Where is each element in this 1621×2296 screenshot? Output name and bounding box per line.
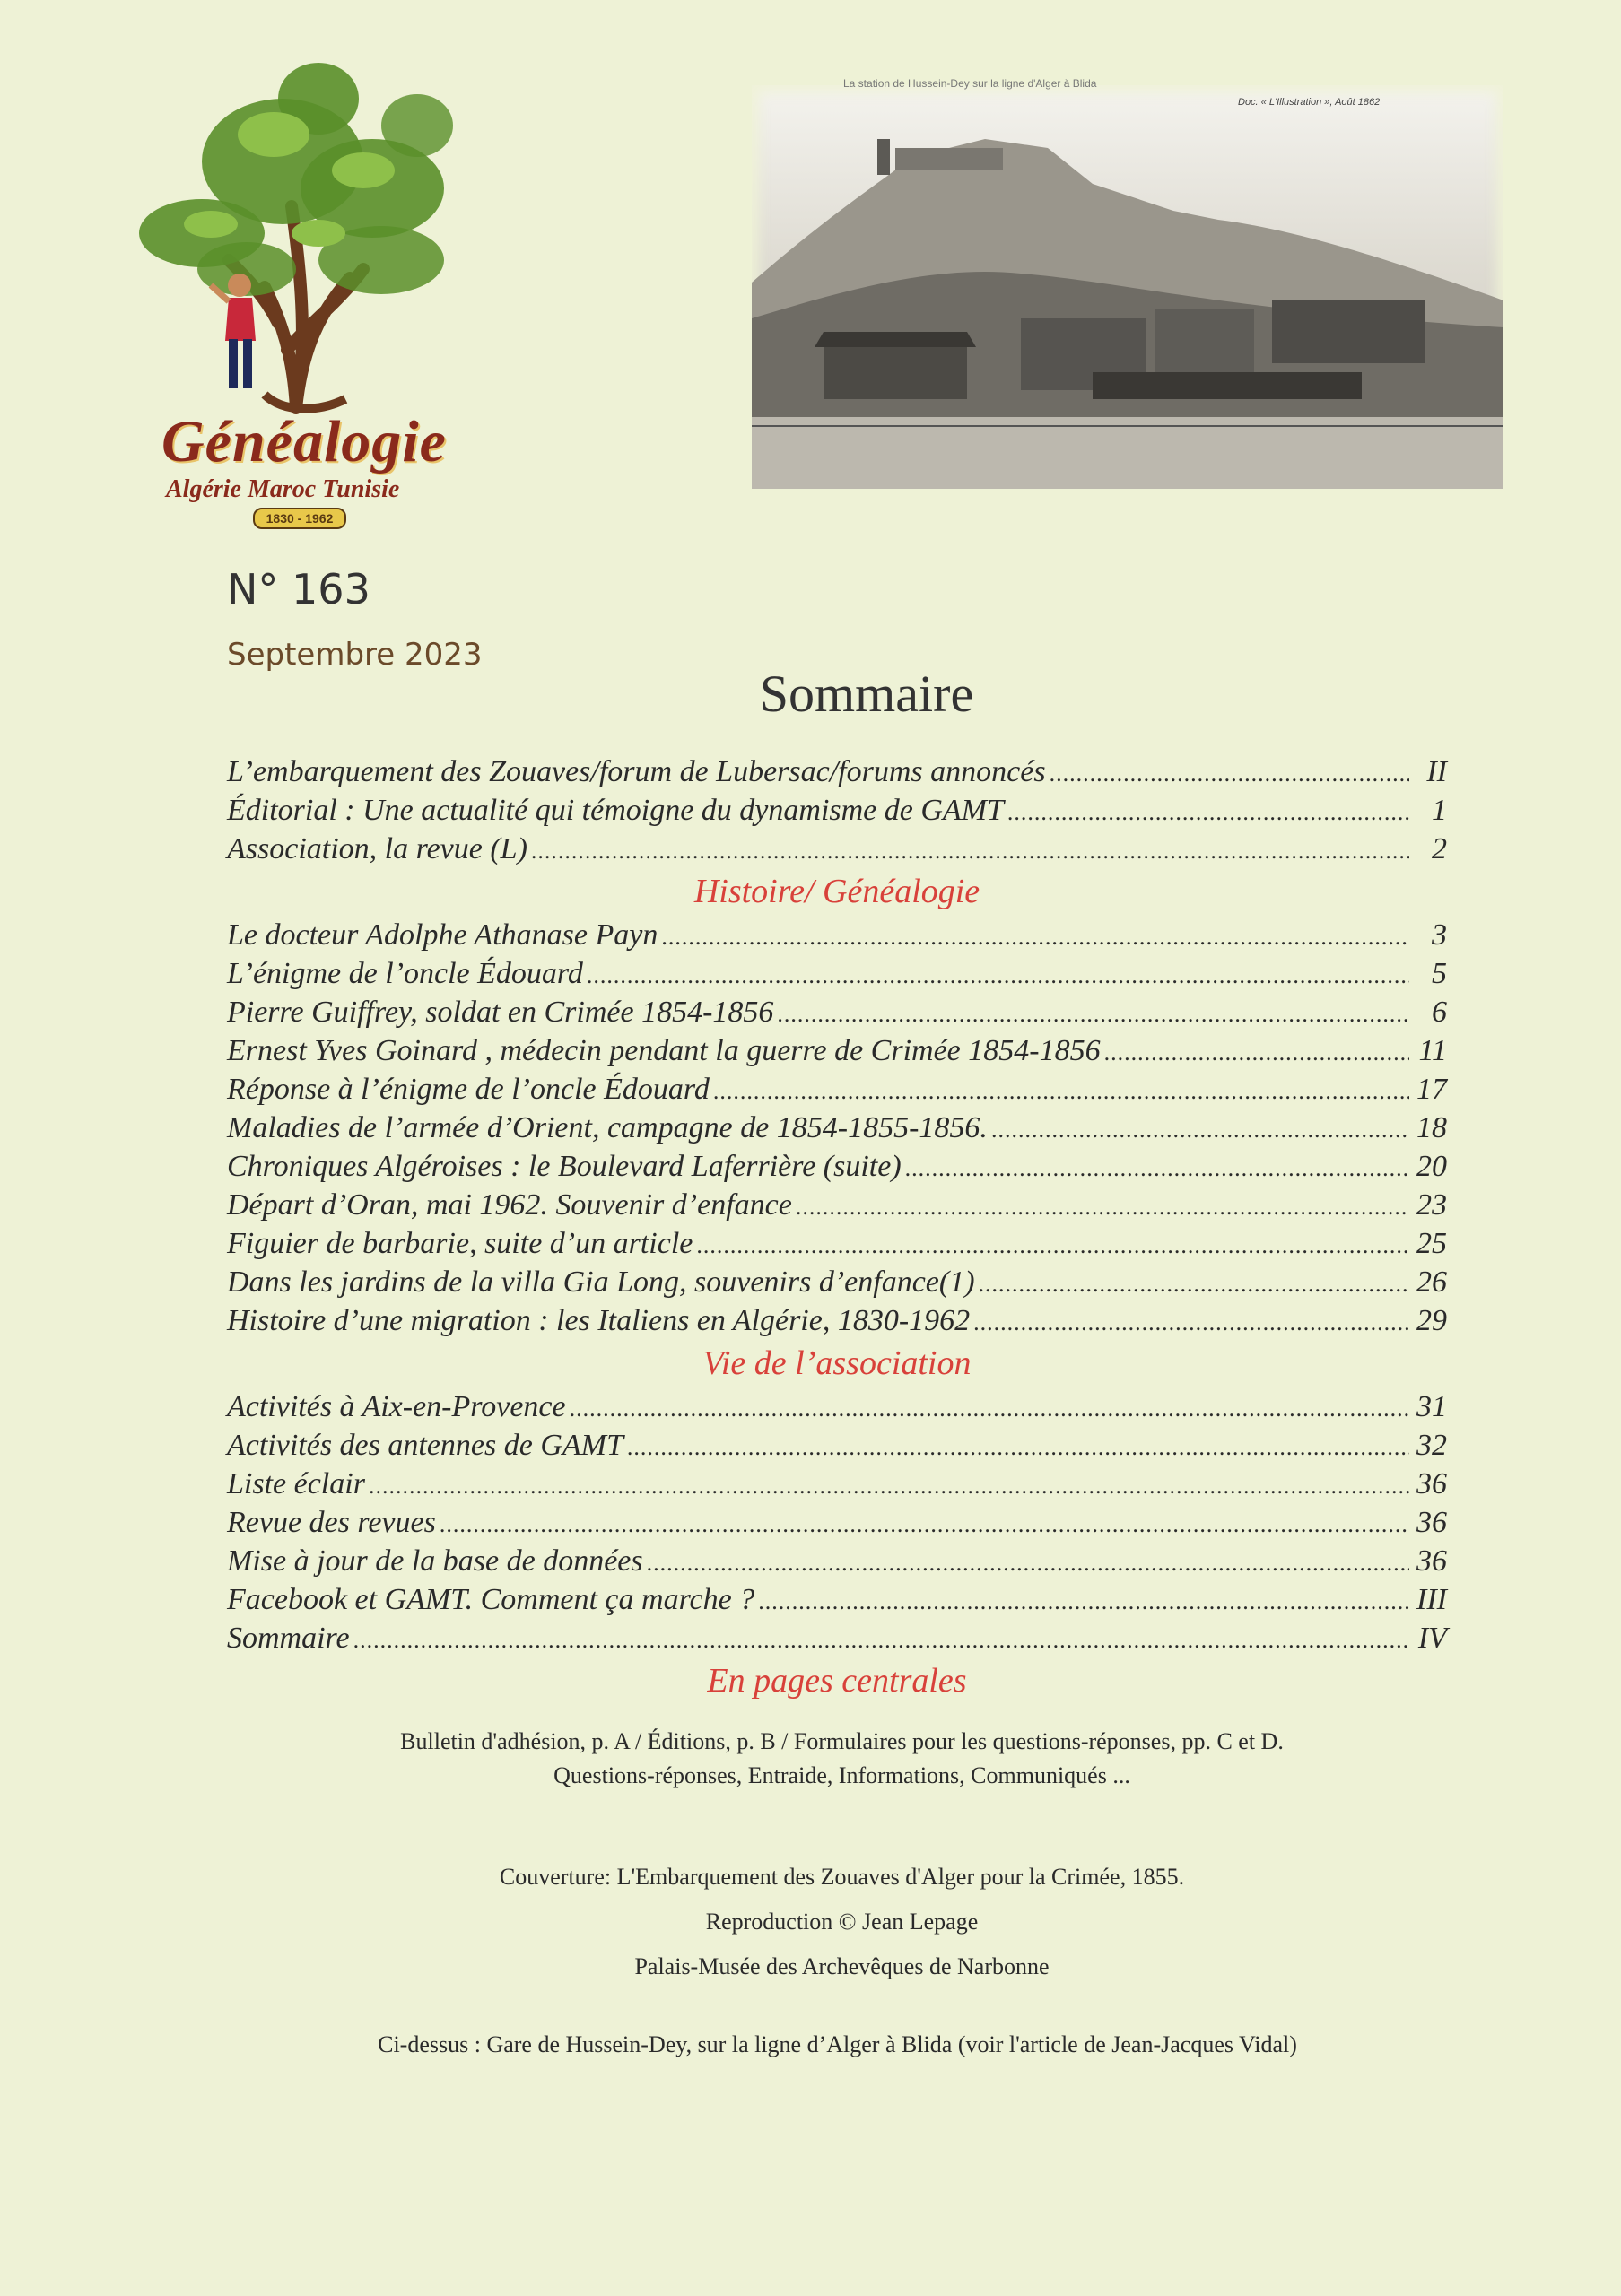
toc-intro bbox=[227, 752, 1447, 1705]
toc-entry[interactable] bbox=[227, 1147, 1447, 1186]
toc-leader bbox=[696, 1224, 1409, 1265]
toc-entry[interactable] bbox=[227, 830, 1447, 868]
toc-entry-page: II bbox=[1426, 755, 1447, 788]
toc-entry-title: Liste éclair bbox=[227, 1467, 365, 1500]
logo-subtitle: Algérie Maroc Tunisie bbox=[166, 475, 400, 503]
toc-entry[interactable] bbox=[227, 1186, 1447, 1224]
section-heading-vie-association: Vie de l’association bbox=[702, 1344, 972, 1382]
toc-entry-page: 36 bbox=[1416, 1506, 1447, 1539]
toc-entry-title: Pierre Guiffrey, soldat en Crimée 1854-1856 bbox=[227, 996, 774, 1029]
toc-entry-page: 29 bbox=[1416, 1304, 1447, 1337]
toc-leader bbox=[353, 1619, 1409, 1659]
hussein-dey-station-engraving bbox=[752, 85, 1503, 489]
logo-title: Généalogie bbox=[161, 409, 447, 474]
toc-entry-title: L’énigme de l’oncle Édouard bbox=[227, 957, 583, 990]
toc-entry-page: 36 bbox=[1416, 1544, 1447, 1578]
toc-entry-title: Sommaire bbox=[227, 1622, 350, 1655]
toc-entry-page: 32 bbox=[1416, 1429, 1447, 1462]
toc-leader bbox=[758, 1580, 1409, 1621]
toc-entry-page: 25 bbox=[1416, 1227, 1447, 1260]
toc-entry-title: Activités à Aix-en-Provence bbox=[227, 1390, 566, 1423]
toc-leader bbox=[627, 1426, 1409, 1466]
engraving-caption: La station de Hussein-Dey sur la ligne d'Alger à Blida bbox=[843, 77, 1097, 90]
toc-entry[interactable] bbox=[227, 1580, 1447, 1619]
toc-entry-page: 11 bbox=[1418, 1034, 1447, 1067]
toc-entry[interactable] bbox=[227, 1542, 1447, 1580]
toc-leader bbox=[587, 954, 1409, 995]
toc-leader bbox=[661, 916, 1409, 956]
toc-entry-title: Mise à jour de la base de données bbox=[227, 1544, 643, 1578]
toc-entry-title: Facebook et GAMT. Comment ça marche ? bbox=[227, 1583, 755, 1616]
toc-leader bbox=[979, 1263, 1409, 1303]
toc-entry-title: Ernest Yves Goinard , médecin pendant la guerre de Crimée 1854-1856 bbox=[227, 1034, 1101, 1067]
toc-entry-page: 3 bbox=[1432, 918, 1447, 952]
toc-entry[interactable] bbox=[227, 1109, 1447, 1147]
toc-entry[interactable] bbox=[227, 791, 1447, 830]
toc-leader bbox=[991, 1109, 1409, 1149]
toc-entry-title: Revue des revues bbox=[227, 1506, 436, 1539]
toc-entry[interactable] bbox=[227, 993, 1447, 1031]
toc-entry-page: 6 bbox=[1432, 996, 1447, 1029]
toc-entry-title: Réponse à l’énigme de l’oncle Édouard bbox=[227, 1073, 710, 1106]
logo-years-ribbon: 1830 - 1962 bbox=[253, 508, 346, 529]
toc-leader bbox=[1104, 1031, 1409, 1072]
toc-entry[interactable] bbox=[227, 954, 1447, 993]
toc-entry[interactable] bbox=[227, 1301, 1447, 1340]
toc-entry-title: Histoire d’une migration : les Italiens en Algérie, 1830-1962 bbox=[227, 1304, 971, 1337]
toc-entry-title: Chroniques Algéroises : le Boulevard Laferrière (suite) bbox=[227, 1150, 902, 1183]
toc-entry-title: Le docteur Adolphe Athanase Payn bbox=[227, 918, 658, 952]
olive-tree-icon bbox=[94, 54, 507, 430]
centrales-line: Questions-réponses, Entraide, Informations, Communiqués ... bbox=[553, 1762, 1130, 1788]
toc-leader bbox=[531, 830, 1409, 870]
toc-entry[interactable] bbox=[227, 1031, 1447, 1070]
toc-leader bbox=[369, 1465, 1409, 1505]
toc-entry[interactable] bbox=[227, 1619, 1447, 1657]
toc-entry-page: 23 bbox=[1416, 1188, 1447, 1222]
toc-entry-page: 31 bbox=[1416, 1390, 1447, 1423]
pages-centrales-text bbox=[0, 1725, 1621, 1793]
toc-leader bbox=[1007, 791, 1409, 831]
toc-entry[interactable] bbox=[227, 1426, 1447, 1465]
toc-entry[interactable] bbox=[227, 1387, 1447, 1426]
toc-entry[interactable] bbox=[227, 1465, 1447, 1503]
toc-entry-page: 1 bbox=[1432, 794, 1447, 827]
toc-entry-title: Dans les jardins de la villa Gia Long, souvenirs d’enfance(1) bbox=[227, 1265, 975, 1299]
centrales-line: Bulletin d'adhésion, p. A / Éditions, p. B / Formulaires pour les questions-réponses, pp. C et D. bbox=[400, 1728, 1284, 1754]
toc-entry-page: 5 bbox=[1432, 957, 1447, 990]
toc-leader bbox=[713, 1070, 1409, 1110]
toc-entry-page: III bbox=[1416, 1583, 1447, 1616]
toc-entry-title: Départ d’Oran, mai 1962. Souvenir d’enfance bbox=[227, 1188, 792, 1222]
toc-entry[interactable] bbox=[227, 916, 1447, 954]
cover-credits bbox=[0, 1855, 1621, 1989]
toc-leader bbox=[647, 1542, 1409, 1582]
toc-leader bbox=[440, 1503, 1409, 1544]
toc-entry[interactable] bbox=[227, 1224, 1447, 1263]
toc-entry-page: 18 bbox=[1416, 1111, 1447, 1144]
toc-leader bbox=[570, 1387, 1409, 1428]
toc-entry-page: 17 bbox=[1416, 1073, 1447, 1106]
toc-entry-title: Activités des antennes de GAMT bbox=[227, 1429, 623, 1462]
toc-leader bbox=[796, 1186, 1409, 1226]
toc-entry-title: Éditorial : Une actualité qui témoigne du dynamisme de GAMT bbox=[227, 794, 1004, 827]
musee-credit: Palais-Musée des Archevêques de Narbonne bbox=[634, 1953, 1050, 1979]
issue-date: Septembre 2023 bbox=[227, 637, 483, 673]
toc-entry-page: 2 bbox=[1432, 832, 1447, 865]
toc-entry-page: 26 bbox=[1416, 1265, 1447, 1299]
reproduction-credit: Reproduction © Jean Lepage bbox=[705, 1909, 979, 1935]
toc-entry-title: Figuier de barbarie, suite d’un article bbox=[227, 1227, 693, 1260]
toc-entry-title: Maladies de l’armée d’Orient, campagne de 1854-1855-1856. bbox=[227, 1111, 988, 1144]
image-caption: Ci-dessus : Gare de Hussein-Dey, sur la ligne d’Alger à Blida (voir l'article de Jean-Jacques Vidal) bbox=[378, 2031, 1297, 2057]
toc-entry-page: IV bbox=[1417, 1622, 1447, 1655]
toc-leader bbox=[777, 993, 1409, 1033]
toc-leader bbox=[1050, 752, 1409, 793]
toc-entry[interactable] bbox=[227, 1070, 1447, 1109]
toc-leader bbox=[973, 1301, 1409, 1342]
sommaire-title: Sommaire bbox=[759, 665, 974, 723]
toc-entry-page: 36 bbox=[1416, 1467, 1447, 1500]
toc-entry[interactable] bbox=[227, 1263, 1447, 1301]
toc-leader bbox=[905, 1147, 1409, 1187]
toc-entry-title: L’embarquement des Zouaves/forum de Lubersac/forums annoncés bbox=[227, 755, 1046, 788]
couverture-credit: Couverture: L'Embarquement des Zouaves d'Alger pour la Crimée, 1855. bbox=[499, 1864, 1185, 1890]
toc-entry[interactable] bbox=[227, 752, 1447, 791]
toc-entry-title: Association, la revue (L) bbox=[227, 832, 527, 865]
engraving-credit: Doc. « L'Illustration », Août 1862 bbox=[1238, 97, 1381, 108]
section-heading-pages-centrales: En pages centrales bbox=[707, 1662, 967, 1700]
toc-entry-page: 20 bbox=[1416, 1150, 1447, 1183]
section-heading-histoire: Histoire/ Généalogie bbox=[693, 873, 980, 910]
toc-entry[interactable] bbox=[227, 1503, 1447, 1542]
issue-number: N° 163 bbox=[227, 565, 370, 613]
